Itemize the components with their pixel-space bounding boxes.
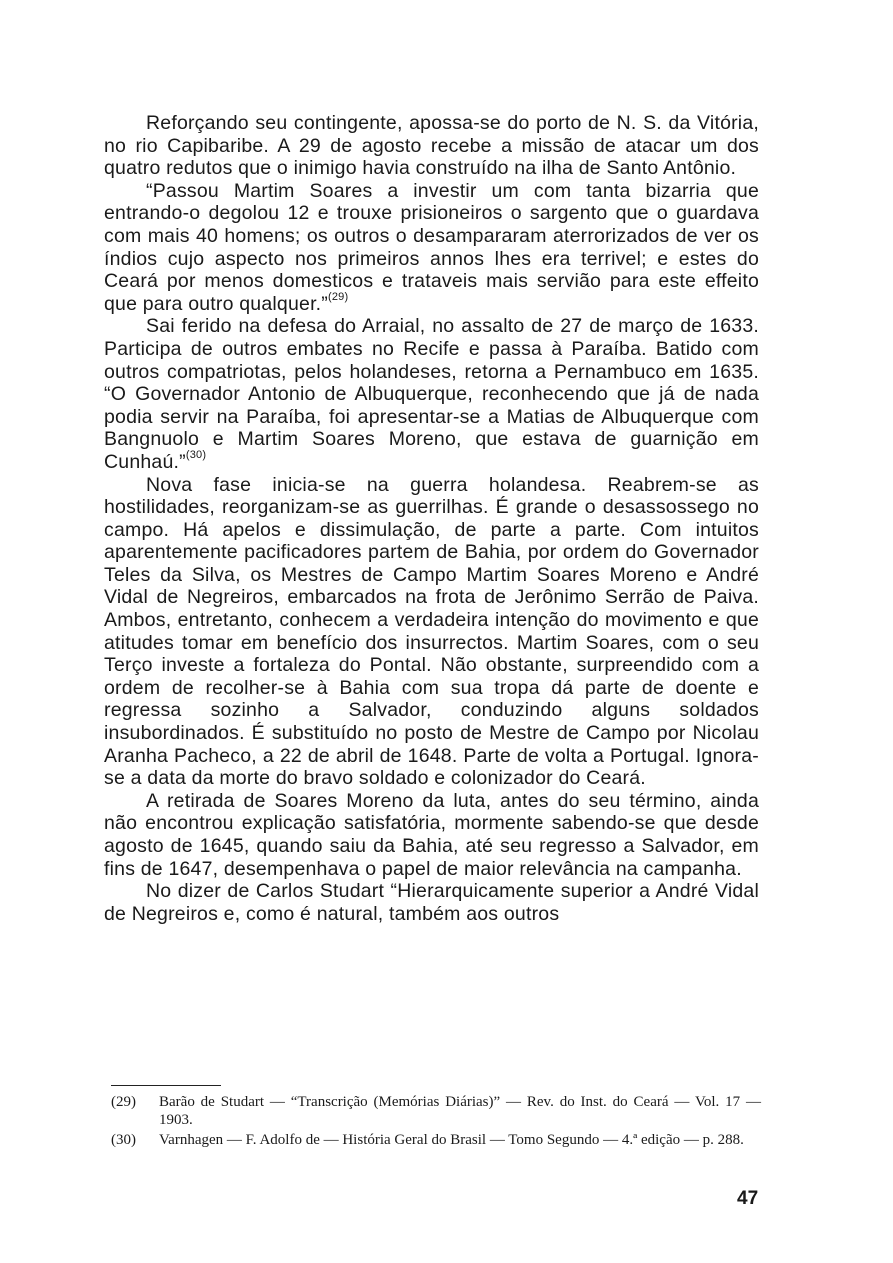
body-text xyxy=(104,112,759,925)
footnote-ref-30[interactable]: (30) xyxy=(185,449,207,462)
paragraph-6-text: No dizer de Carlos Studart “Hierarquicamente superior a André Vidal de Negreiros e, como é natural, também aos outros xyxy=(104,880,759,925)
paragraph-2 xyxy=(104,180,759,316)
footnote-29 xyxy=(111,1093,761,1129)
paragraph-3 xyxy=(104,315,759,473)
paragraph-3-text: Sai ferido na defesa do Arraial, no assalto de 27 de março de 1633. Participa de outros embates no Recife e passa à Paraíba. Batido com outros compatriotas, pelos holandeses, retorna a Pernambuco em 1635. “O Governador Antonio de Albuquerque, reconhecendo que já de nada podia servir na Paraíba, foi apresentar-se a Matias de Albuquerque com Bangnuolo e Martim Soares Moreno, que estava de guarnição em Cunhaú.” xyxy=(104,315,759,473)
footnote-text: Barão de Studart — “Transcrição (Memórias Diárias)” — Rev. do Inst. do Ceará — Vol. 17 — 1903. xyxy=(159,1094,761,1128)
footnote-text: Varnhagen — F. Adolfo de — História Geral do Brasil — Tomo Segundo — 4.ª edição — p. 288. xyxy=(159,1132,744,1148)
footnote-ref-29[interactable]: (29) xyxy=(328,291,349,304)
paragraph-6 xyxy=(104,880,759,925)
page-number: 47 xyxy=(737,1188,759,1209)
footnote-number: (29) xyxy=(111,1094,136,1110)
paragraph-5 xyxy=(104,790,759,880)
paragraph-1-text: Reforçando seu contingente, apossa-se do porto de N. S. da Vitória, no rio Capibaribe. A 29 de agosto recebe a missão de atacar um dos quatro redutos que o inimigo havia construído na ilha de Santo Antônio. xyxy=(104,112,759,180)
paragraph-4 xyxy=(104,474,759,790)
footnote-30 xyxy=(111,1131,761,1149)
footnote-divider xyxy=(111,1085,221,1086)
paragraph-4-text: Nova fase inicia-se na guerra holandesa. Reabrem-se as hostilidades, reorganizam-se as guerrilhas. É grande o desassossego no campo. Há apelos e dissimulação, de parte a parte. Com intuitos aparentemente pacificadores partem de Bahia, por ordem do Governador Teles da Silva, os Mestres de Campo Martim Soares Moreno e André Vidal de Negreiros, embarcados na frota de Jerônimo Serrão de Paiva. Ambos, entretanto, conhecem a verdadeira intenção do movimento e que atitudes tomar em benefício dos insurrectos. Martim Soares, com o seu Terço investe a fortaleza do Pontal. Não obstante, surpreendido com a ordem de recolher-se à Bahia com sua tropa dá parte de doente e regressa sozinho a Salvador, conduzindo alguns soldados insubordinados. É substituído no posto de Mestre de Campo por Nicolau Aranha Pacheco, a 22 de abril de 1648. Parte de volta a Portugal. Ignora-se a data da morte do bravo soldado e colonizador do Ceará. xyxy=(104,473,759,790)
paragraph-5-text: A retirada de Soares Moreno da luta, antes do seu término, ainda não encontrou explicação satisfatória, mormente sabendo-se que desde agosto de 1645, quando saiu da Bahia, até seu regresso a Salvador, em fins de 1647, desempenhava o papel de maior relevância na campanha. xyxy=(104,789,759,880)
paragraph-2-text: “Passou Martim Soares a investir um com tanta bizarria que entrando-o degolou 12 e trouxe prisioneiros o sargento que o guardava com mais 40 homens; os outros o desampararam aterrorizados de ver os índios cujo aspecto nos primeiros annos lhes era terrivel; e estes do Ceará por menos domesticos e trataveis mais servião para este effeito que para outro qualquer.” xyxy=(104,179,759,315)
footnotes xyxy=(111,1093,761,1151)
paragraph-1 xyxy=(104,112,759,180)
footnote-number: (30) xyxy=(111,1132,136,1148)
